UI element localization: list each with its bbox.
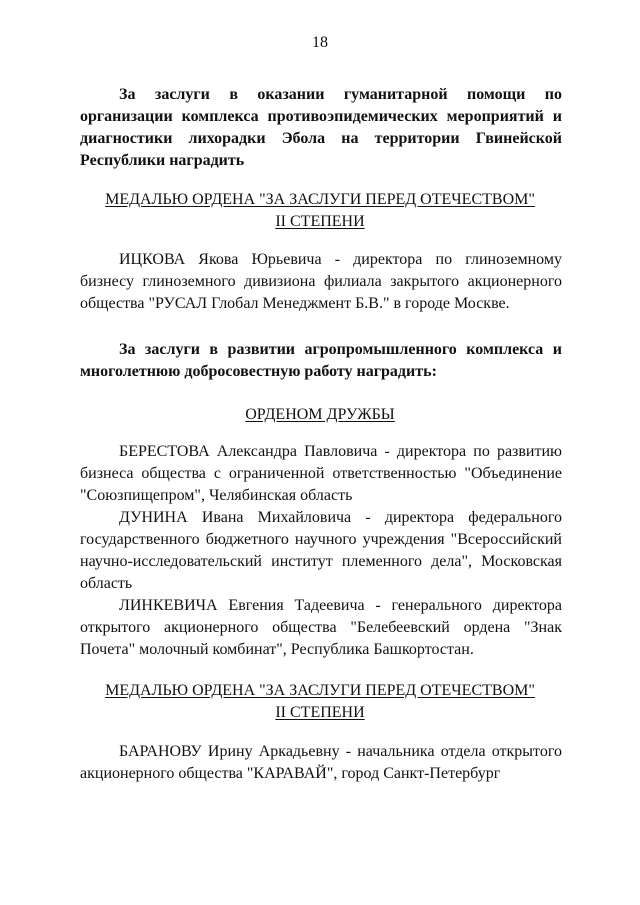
nominee-entry xyxy=(80,507,562,595)
nominee-surname: ДУНИНА xyxy=(119,509,188,526)
award-heading-line2: II СТЕПЕНИ xyxy=(275,704,365,721)
nominee-entry xyxy=(80,595,562,661)
nominee-list xyxy=(80,741,562,785)
nominee-entry xyxy=(80,249,562,315)
nominee-surname: ИЦКОВА xyxy=(119,251,186,268)
award-heading xyxy=(0,404,640,426)
award-heading xyxy=(0,680,640,724)
award-heading-line1: МЕДАЛЬЮ ОРДЕНА "ЗА ЗАСЛУГИ ПЕРЕД ОТЕЧЕСТВОМ" xyxy=(105,191,535,208)
nominee-details: Ирину Аркадьевну - начальника отдела открытого акционерного общества "КАРАВАЙ", город Санкт-Петербург xyxy=(80,743,562,782)
award-intro-paragraph: За заслуги в развитии агропромышленного комплекса и многолетнюю добросовестную работу наградить: xyxy=(80,341,562,380)
nominee-details: Евгения Тадеевича - генерального директора открытого акционерного общества "Белебеевский ордена "Знак Почета" молочный комбинат", Республика Башкортостан. xyxy=(80,597,562,658)
nominee-surname: ЛИНКЕВИЧА xyxy=(119,597,218,614)
nominee-entry xyxy=(80,441,562,507)
nominee-details: Александра Павловича - директора по развитию бизнеса общества с ограниченной ответственностью "Объединение "Союзпищепром", Челябинская область xyxy=(80,443,562,504)
nominee-details: Якова Юрьевича - директора по глиноземному бизнесу глиноземного дивизиона филиала закрытого акционерного общества "РУСАЛ Глобал Менеджмент Б.В." в городе Москве. xyxy=(80,251,562,312)
page-number: 18 xyxy=(312,34,328,51)
award-heading-line2: II СТЕПЕНИ xyxy=(275,213,365,230)
nominee-entry xyxy=(80,741,562,785)
award-heading xyxy=(0,189,640,233)
award-heading-line1: ОРДЕНОМ ДРУЖБЫ xyxy=(245,406,395,423)
nominee-details: Ивана Михайловича - директора федерального государственного бюджетного научного учреждения "Всероссийский научно-исследовательский институт племенного дела", Московская область xyxy=(80,509,562,592)
award-intro-paragraph: За заслуги в оказании гуманитарной помощи по организации комплекса противоэпидемических мероприятий и диагностики лихорадки Эбола на территории Гвинейской Республики наградить xyxy=(80,86,562,169)
nominee-surname: БАРАНОВУ xyxy=(119,743,202,760)
award-heading-line1: МЕДАЛЬЮ ОРДЕНА "ЗА ЗАСЛУГИ ПЕРЕД ОТЕЧЕСТВОМ" xyxy=(105,682,535,699)
nominee-list xyxy=(80,249,562,315)
nominee-list xyxy=(80,441,562,661)
nominee-surname: БЕРЕСТОВА xyxy=(119,443,210,460)
